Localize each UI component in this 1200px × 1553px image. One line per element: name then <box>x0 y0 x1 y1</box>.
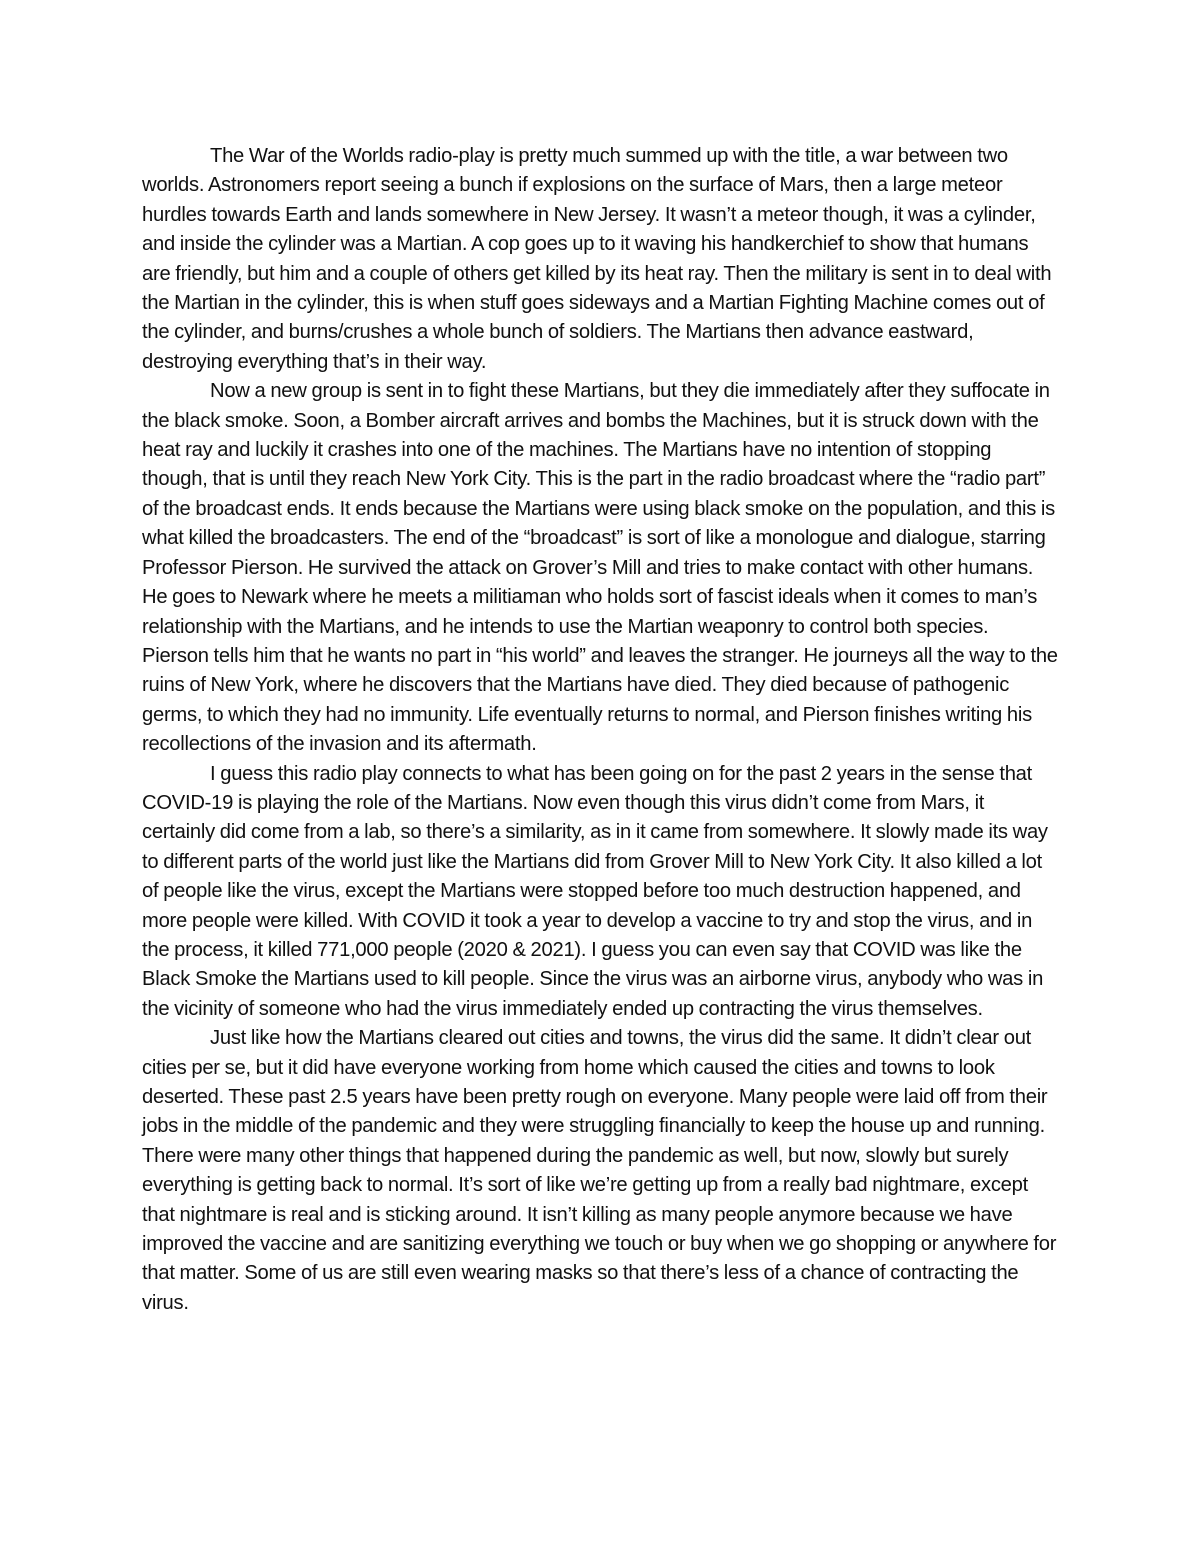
paragraph-2: Now a new group is sent in to fight these Martians, but they die immediately after they suffocate in the black smoke. Soon, a Bomber aircraft arrives and bombs the Machines, but it is struck down with the heat ray and luckily it crashes into one of the machines. The Martians have no intention of stopping though, that is until they reach New York City. This is the part in the radio broadcast where the “radio part” of the broadcast ends. It ends because the Martians were using black smoke on the population, and this is what killed the broadcasters. The end of the “broadcast” is sort of like a monologue and dialogue, starring Professor Pierson. He survived the attack on Grover’s Mill and tries to make contact with other humans. He goes to Newark where he meets a militiaman who holds sort of fascist ideals when it comes to man’s relationship with the Martians, and he intends to use the Martian weaponry to control both species. Pierson tells him that he wants no part in “his world” and leaves the stranger. He journeys all the way to the ruins of New York, where he discovers that the Martians have died. They died because of pathogenic germs, to which they had no immunity. Life eventually returns to normal, and Pierson finishes writing his recollections of the invasion and its aftermath. <box>142 380 1058 756</box>
paragraph-4: Just like how the Martians cleared out cities and towns, the virus did the same. It didn’t clear out cities per se, but it did have everyone working from home which caused the cities and towns to look deserted. These past 2.5 years have been pretty rough on everyone. Many people were laid off from their jobs in the middle of the pandemic and they were struggling financially to keep the house up and running. There were many other things that happened during the pandemic as well, but now, slowly but surely everything is getting back to normal. It’s sort of like we’re getting up from a really bad nightmare, except that nightmare is real and is sticking around. It isn’t killing as many people anymore because we have improved the vaccine and are sanitizing everything we touch or buy when we go shopping or anywhere for that matter. Some of us are still even wearing masks so that there’s less of a chance of contracting the virus. <box>142 1027 1057 1314</box>
document-body <box>142 142 1058 1318</box>
paragraph-3: I guess this radio play connects to what has been going on for the past 2 years in the sense that COVID-19 is playing the role of the Martians. Now even though this virus didn’t come from Mars, it certainly did come from a lab, so there’s a similarity, as in it came from somewhere. It slowly made its way to different parts of the world just like the Martians did from Grover Mill to New York City. It also killed a lot of people like the virus, except the Martians were stopped before too much destruction happened, and more people were killed. With COVID it took a year to develop a vaccine to try and stop the virus, and in the process, it killed 771,000 people (2020 & 2021). I guess you can even say that COVID was like the Black Smoke the Martians used to kill people. Since the virus was an airborne virus, anybody who was in the vicinity of someone who had the virus immediately ended up contracting the virus themselves. <box>142 762 1048 1020</box>
paragraph-1: The War of the Worlds radio-play is pretty much summed up with the title, a war between two worlds. Astronomers report seeing a bunch if explosions on the surface of Mars, then a large meteor hurdles towards Earth and lands somewhere in New Jersey. It wasn’t a meteor though, it was a cylinder, and inside the cylinder was a Martian. A cop goes up to it waving his handkerchief to show that humans are friendly, but him and a couple of others get killed by its heat ray. Then the military is sent in to deal with the Martian in the cylinder, this is when stuff goes sideways and a Martian Fighting Machine comes out of the cylinder, and burns/crushes a whole bunch of soldiers. The Martians then advance eastward, destroying everything that’s in their way. <box>142 145 1052 373</box>
